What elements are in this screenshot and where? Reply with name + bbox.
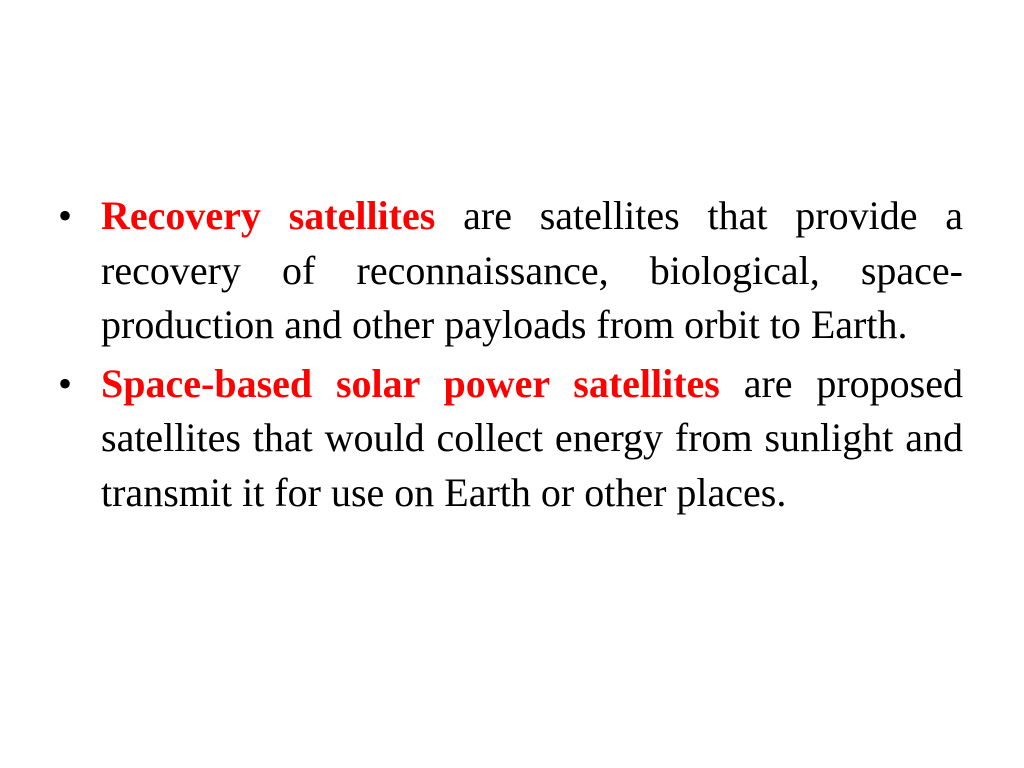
bullet-text: are satellites that provide a recovery of reconnaissance, biological, space-production and other payloads from orbit to Earth. [101, 193, 963, 347]
bullet-text: are proposed satellites that would collect energy from sunlight and transmit it for use on Earth or other places. [101, 360, 963, 515]
bullet-icon: • [58, 360, 73, 406]
bullet-term: Recovery satellites [101, 193, 436, 238]
bullet-item-recovery-satellites [58, 189, 963, 353]
bullet-list [58, 189, 963, 524]
bullet-item-solar-power-satellites [58, 357, 963, 521]
bullet-icon: • [58, 193, 73, 238]
bullet-term: Space-based solar power satellites [101, 360, 720, 406]
